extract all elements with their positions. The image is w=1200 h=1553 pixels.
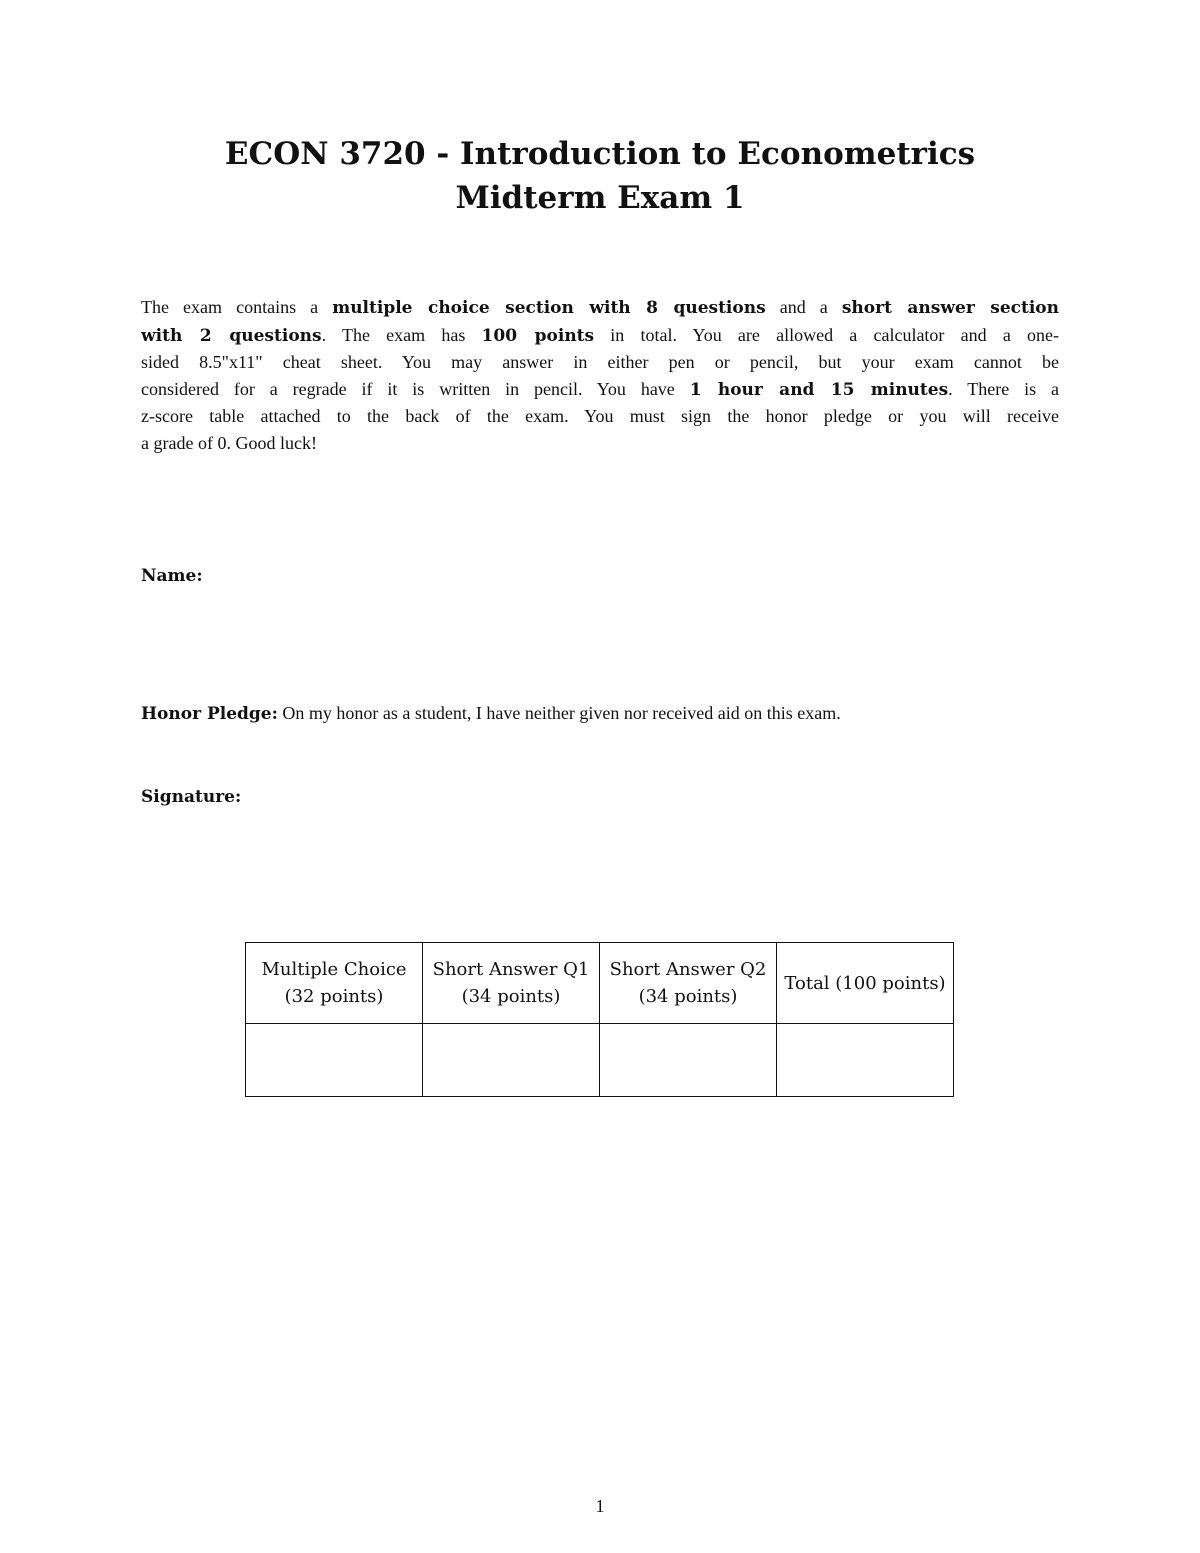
instructions-emphasis: 100 points: [481, 325, 595, 346]
instructions-line: [141, 403, 1059, 430]
instructions-line: [141, 376, 1059, 404]
instructions-text: z-score table attached to the back of the exam. You must sign the honor pledge or you will receive: [141, 406, 1059, 427]
score-total: [777, 1024, 954, 1097]
instructions-text: . There is a: [948, 378, 1059, 399]
instructions-emphasis: 1 hour and 15 minutes: [689, 379, 949, 400]
instructions-text: a grade of 0. Good luck!: [141, 432, 317, 453]
honor-pledge: [141, 703, 841, 724]
instructions-text: considered for a regrade if it is written in pencil. You have: [141, 378, 690, 399]
instructions-line: [141, 322, 1059, 350]
instructions-line: [141, 294, 1059, 322]
signature-label: Signature:: [141, 787, 242, 807]
instructions-text: . The exam has: [321, 324, 482, 345]
header-short-answer-q2: Short Answer Q2 (34 points): [600, 943, 777, 1024]
instructions-text: and a: [765, 297, 842, 317]
header-total: Total (100 points): [777, 943, 954, 1024]
header-multiple-choice: Multiple Choice (32 points): [246, 943, 423, 1024]
instructions-paragraph: [141, 294, 1059, 457]
exam-subtitle: Midterm Exam 1: [455, 180, 745, 216]
honor-pledge-text: On my honor as a student, I have neither given nor received aid on this exam.: [277, 703, 841, 723]
exam-title: ECON 3720 - Introduction to Econometrics: [224, 136, 976, 172]
instructions-line: [141, 349, 1059, 376]
instructions-emphasis: multiple choice section with 8 questions: [332, 298, 766, 318]
honor-pledge-label: Honor Pledge:: [141, 704, 278, 724]
score-table-header: [246, 943, 954, 1024]
signature-field: [141, 786, 241, 807]
name-label: Name:: [141, 566, 203, 586]
instructions-emphasis: short answer section: [841, 298, 1060, 318]
score-table-row: [246, 1024, 954, 1097]
page-number: 1: [595, 1496, 605, 1516]
instructions-text: in total. You are allowed a calculator and a one-: [594, 324, 1059, 345]
score-short-answer-q1: [423, 1024, 600, 1097]
score-short-answer-q2: [600, 1024, 777, 1097]
instructions-text: The exam contains a: [141, 297, 333, 317]
header-short-answer-q1: Short Answer Q1 (34 points): [423, 943, 600, 1024]
instructions-emphasis: with 2 questions: [141, 325, 322, 346]
score-multiple-choice: [246, 1024, 423, 1097]
instructions-text: sided 8.5"x11" cheat sheet. You may answer in either pen or pencil, but your exam cannot be: [141, 352, 1059, 373]
score-table: [245, 942, 954, 1097]
name-field: [141, 565, 203, 586]
instructions-line: [141, 430, 1059, 457]
